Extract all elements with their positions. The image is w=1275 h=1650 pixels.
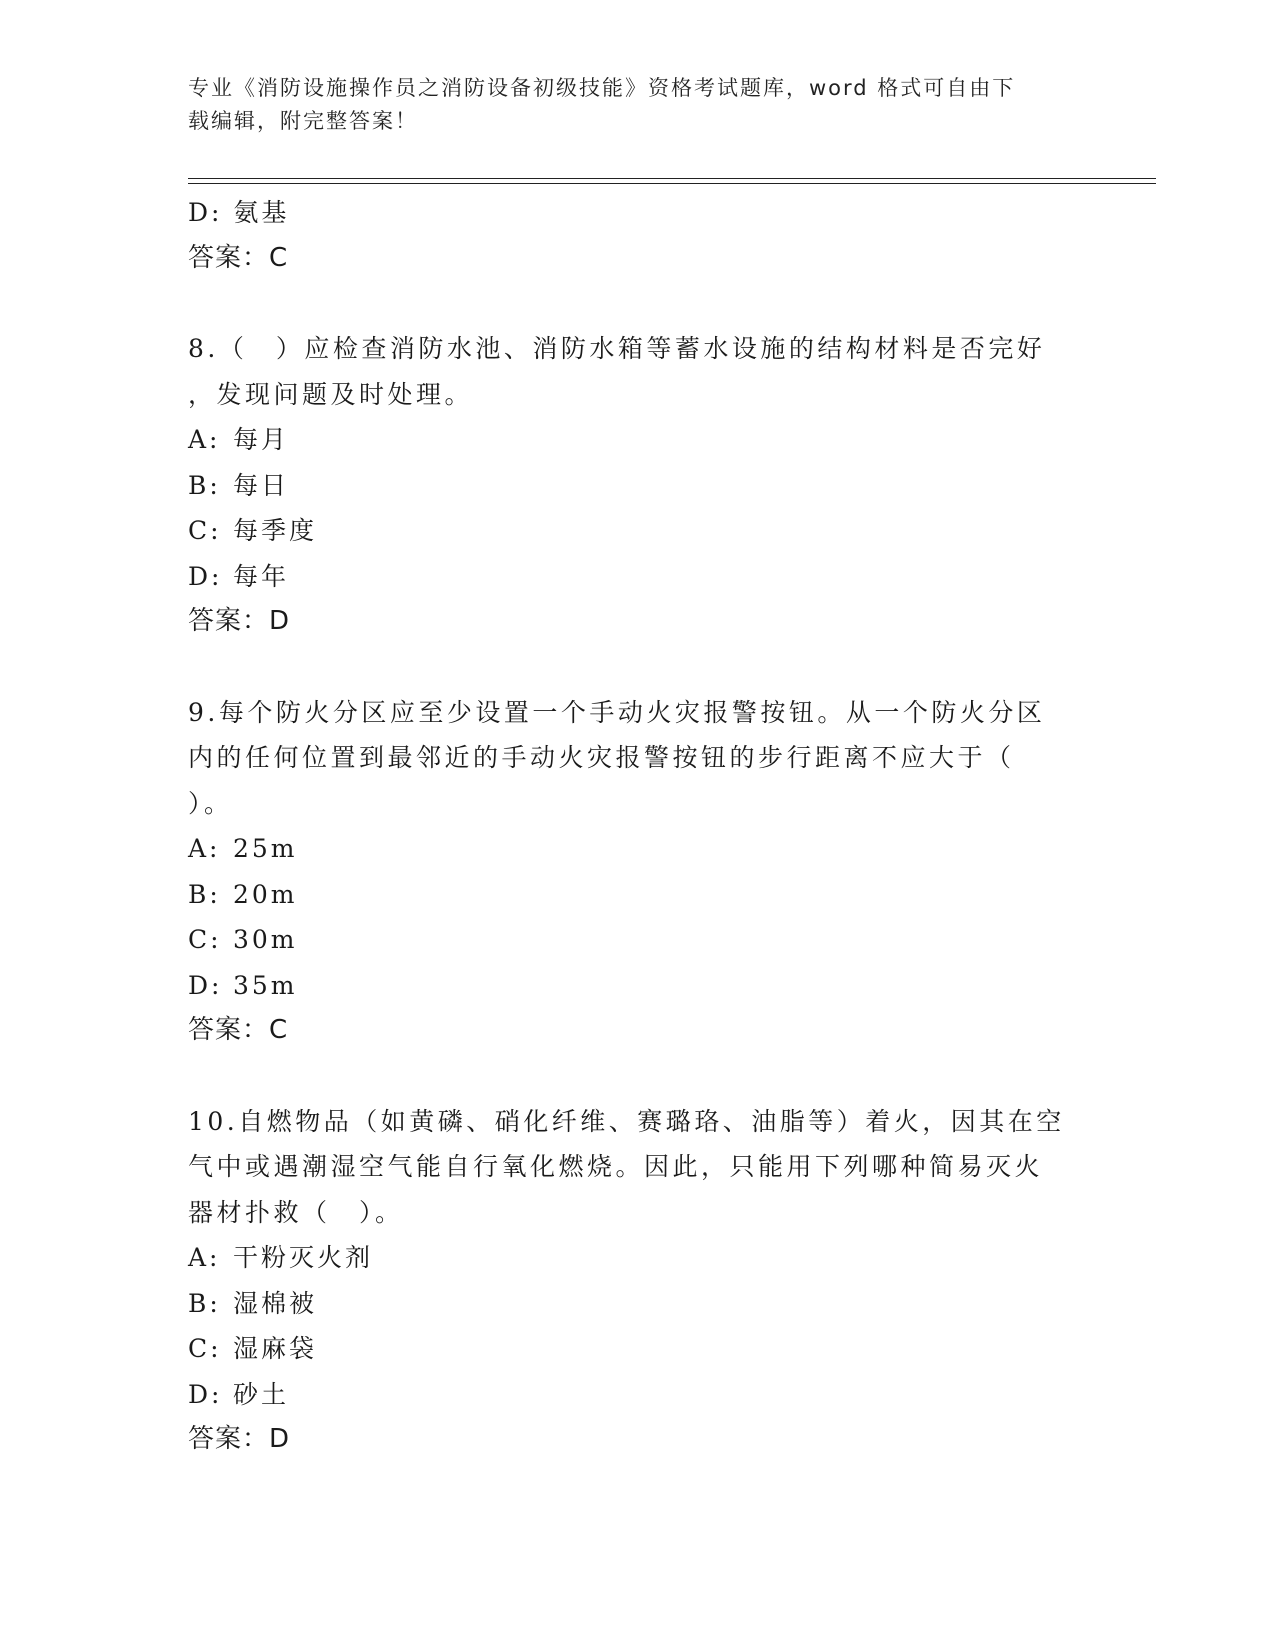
- question-line: ）。: [188, 788, 233, 818]
- partial-question-7: [188, 190, 1088, 281]
- question-line: 9.每个防火分区应至少设置一个手动火灾报警按钮。从一个防火分区: [188, 697, 1046, 727]
- header-rule-top: [188, 178, 1156, 179]
- option-key: C:: [188, 516, 222, 545]
- question-line: ，发现问题及时处理。: [188, 379, 474, 409]
- option-key: C:: [188, 1334, 222, 1363]
- question-text: [188, 326, 1068, 417]
- question-text: [188, 690, 1068, 827]
- question-9: [188, 690, 1088, 1054]
- question-list: [188, 190, 1088, 1463]
- answer-line: 答案：C: [188, 242, 289, 273]
- option-text: 湿麻袋: [233, 1334, 318, 1363]
- option-b: [188, 872, 1088, 918]
- option-key: C:: [188, 925, 222, 954]
- option-text: 每月: [233, 425, 290, 454]
- option-d: D: 氨基: [188, 198, 290, 227]
- question-line: 10.自燃物品（如黄磷、硝化纤维、赛璐珞、油脂等）着火，因其在空: [188, 1106, 1065, 1136]
- option-a: [188, 417, 1088, 463]
- option-d: [188, 1372, 1088, 1418]
- option-text: 干粉灭火剂: [233, 1243, 374, 1272]
- option-text: 砂土: [233, 1379, 290, 1409]
- option-c: [188, 508, 1088, 554]
- question-line: 8.（ ）应检查消防水池、消防水箱等蓄水设施的结构材料是否完好: [188, 334, 1046, 363]
- option-key: B:: [188, 1288, 221, 1318]
- option-b: [188, 1281, 1088, 1327]
- option-key: D:: [188, 561, 223, 591]
- question-line: 器材扑救（ ）。: [188, 1197, 404, 1227]
- answer-line: 答案：C: [188, 1015, 289, 1045]
- spacer: [188, 645, 1088, 690]
- option-text: 每年: [233, 561, 290, 591]
- option-text: 每季度: [233, 516, 318, 545]
- option-c: [188, 917, 1088, 963]
- header-rule-bottom: [188, 183, 1156, 184]
- option-text: 30m: [233, 925, 298, 954]
- option-d: [188, 554, 1088, 600]
- option-text: 20m: [233, 879, 298, 909]
- option-key: B:: [188, 879, 221, 909]
- question-text: [188, 1099, 1068, 1236]
- option-text: 25m: [233, 834, 298, 863]
- question-8: [188, 326, 1088, 645]
- header-line-2: 载编辑，附完整答案！: [188, 109, 418, 133]
- question-line: 气中或遇潮湿空气能自行氧化燃烧。因此，只能用下列哪种简易灭火: [188, 1152, 1044, 1181]
- option-a: [188, 1235, 1088, 1281]
- question-line: 内的任何位置到最邻近的手动火灾报警按钮的步行距离不应大于（: [188, 743, 1015, 772]
- option-text: 每日: [233, 470, 290, 500]
- header-line-1: 专业《消防设施操作员之消防设备初级技能》资格考试题库，word 格式可自由下: [188, 76, 1016, 100]
- option-key: D:: [188, 970, 223, 1000]
- option-text: 35m: [233, 970, 298, 1000]
- option-b: [188, 463, 1088, 509]
- option-key: A:: [188, 425, 221, 454]
- question-10: [188, 1099, 1088, 1463]
- option-key: B:: [188, 470, 221, 500]
- answer-line: 答案：D: [188, 606, 291, 636]
- option-text: 湿棉被: [233, 1288, 318, 1318]
- option-c: [188, 1326, 1088, 1372]
- spacer: [188, 281, 1088, 326]
- option-key: A:: [188, 834, 221, 863]
- answer-line: 答案：D: [188, 1424, 291, 1454]
- page-header: [188, 72, 1068, 138]
- option-key: A:: [188, 1243, 221, 1272]
- option-d: [188, 963, 1088, 1009]
- option-a: [188, 826, 1088, 872]
- option-key: D:: [188, 1379, 223, 1409]
- spacer: [188, 1054, 1088, 1099]
